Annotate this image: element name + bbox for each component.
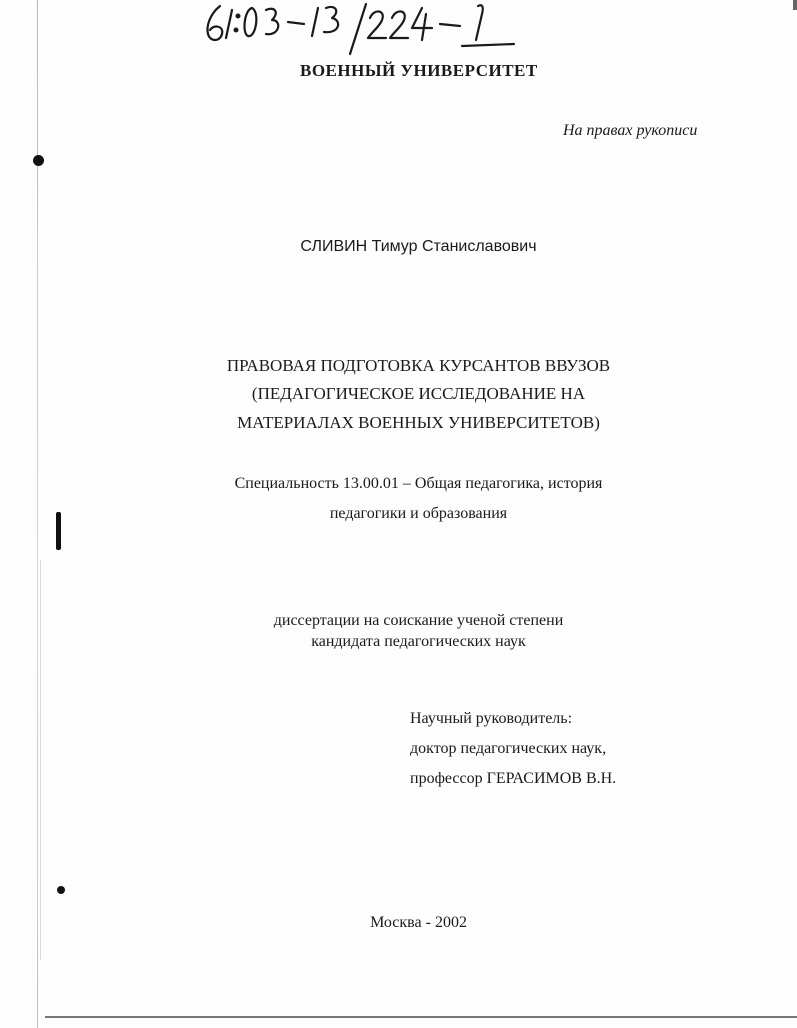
supervisor-degree: доктор педагогических наук, xyxy=(410,740,607,757)
handwritten-archive-code xyxy=(200,0,530,60)
specialty-line-2: педагогики и образования xyxy=(329,505,508,522)
degree-line-1: диссертации на соискание ученой степени xyxy=(273,612,564,629)
dissertation-title-line-1: ПРАВОВАЯ ПОДГОТОВКА КУРСАНТОВ ВВУЗОВ xyxy=(226,356,611,375)
degree-line-2: кандидата педагогических наук xyxy=(311,633,526,650)
university-name: ВОЕННЫЙ УНИВЕРСИТЕТ xyxy=(300,61,538,80)
city-year: Москва - 2002 xyxy=(370,914,467,931)
scan-hole-mark-top xyxy=(33,155,44,166)
specialty-line-1: Специальность 13.00.01 – Общая педагогика, история xyxy=(234,475,603,492)
scan-corner-mark xyxy=(793,0,797,10)
scan-hole-mark-bottom xyxy=(57,886,65,894)
supervisor-label: Научный руководитель: xyxy=(410,710,573,727)
author-name: СЛИВИН Тимур Станиславович xyxy=(300,238,537,255)
dissertation-title-line-2: (ПЕДАГОГИЧЕСКОЕ ИССЛЕДОВАНИЕ НА xyxy=(251,384,586,403)
supervisor-name: профессор ГЕРАСИМОВ В.Н. xyxy=(410,770,617,787)
scan-bottom-line xyxy=(45,1016,797,1018)
rights-note: На правах рукописи xyxy=(563,122,698,139)
dissertation-title-line-3: МАТЕРИАЛАХ ВОЕННЫХ УНИВЕРСИТЕТОВ) xyxy=(237,413,600,432)
